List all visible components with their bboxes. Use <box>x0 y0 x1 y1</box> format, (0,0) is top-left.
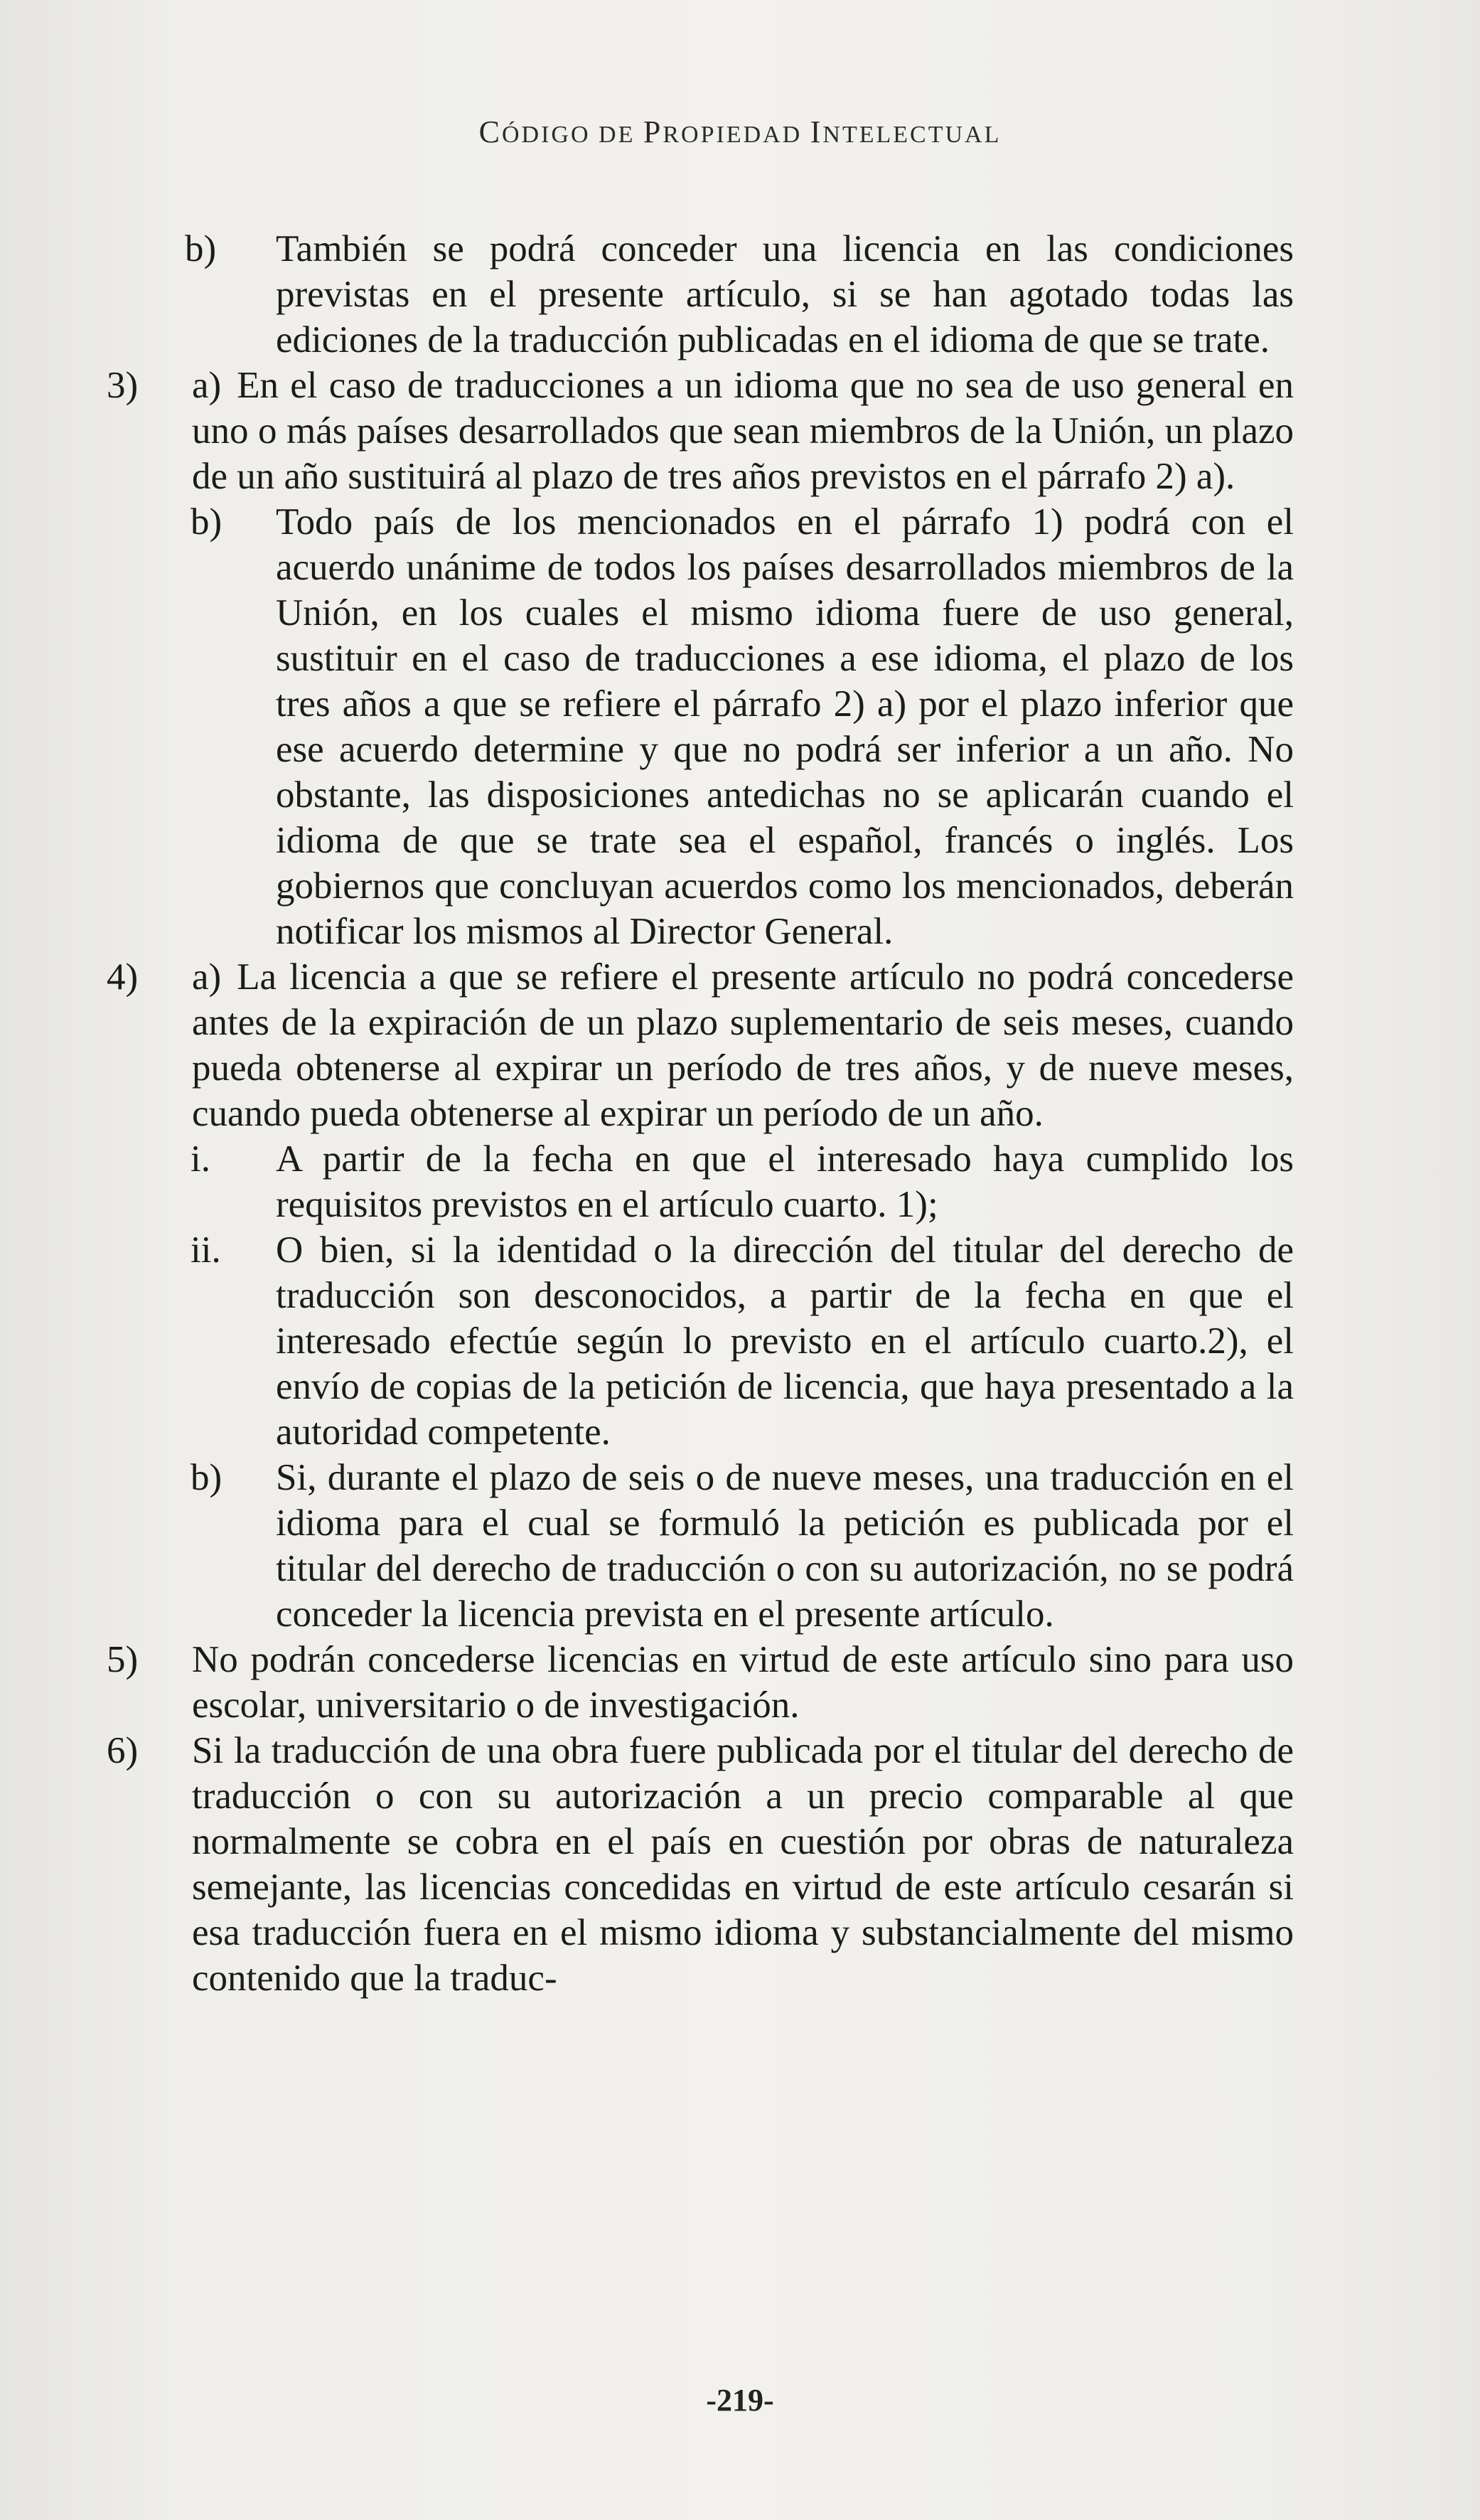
header-cap: P <box>643 114 663 149</box>
running-header <box>0 114 1480 150</box>
paragraph-4a <box>107 954 1294 1136</box>
paragraph-4b <box>107 1455 1294 1637</box>
item-marker: b) <box>191 1457 222 1498</box>
paragraph-3a <box>107 363 1294 499</box>
paragraph-text: También se podrá conceder una licencia en las condiciones previstas en el presente artículo, si se han agotado todas las ediciones de la traducción publicadas en el idioma de que se trate. <box>276 228 1294 361</box>
paragraph-text: La licencia a que se refiere el presente artículo no podrá concederse antes de la expiración de un plazo suplementario de seis meses, cuando pueda obtenerse al expirar un período de tres años, y de nueve meses, cuando pueda obtenerse al expirar un período de un año. <box>192 956 1294 1134</box>
paragraph-2b <box>107 226 1294 363</box>
paragraph-text: O bien, si la identidad o la dirección del titular del derecho de traducción son desconocidos, a partir de la fecha en que el interesado efectúe según lo previsto en el artículo cuarto.2), el envío de copias de la petición de licencia, que haya presentado a la autoridad competente. <box>276 1229 1294 1453</box>
header-smallcaps: ROPIEDAD <box>663 122 810 148</box>
page-body <box>107 226 1294 2001</box>
paragraph-text: Todo país de los mencionados en el párrafo 1) podrá con el acuerdo unánime de todos los países desarrollados miembros de la Unión, en los cuales el mismo idioma fuere de uso general, sustituir en el caso de traducciones a ese idioma, el plazo de los tres años a que se refiere el párrafo 2) a) por el plazo inferior que ese acuerdo determine y que no podrá ser inferior a un año. No obstante, las disposiciones antedichas no se aplicarán cuando el idioma de que se trate sea el español, francés o inglés. Los gobiernos que concluyan acuerdos como los mencionados, deberán notificar los mismos al Director General. <box>276 501 1294 952</box>
header-smallcaps: ÓDIGO DE <box>502 122 643 148</box>
section-number: 5) <box>107 1639 139 1680</box>
paragraph-6 <box>107 1728 1294 2001</box>
section-number: 4) <box>107 956 139 998</box>
item-marker: a) <box>192 956 222 998</box>
paragraph-3b <box>107 499 1294 954</box>
paragraph-text: No podrán concederse licencias en virtud de este artículo sino para uso escolar, universitario o de investigación. <box>192 1639 1294 1726</box>
header-smallcaps: NTELECTUAL <box>822 122 1002 148</box>
paragraph-5 <box>107 1637 1294 1728</box>
item-marker: a) <box>192 365 222 406</box>
header-cap: I <box>810 114 823 149</box>
page-number: -219- <box>706 2383 774 2418</box>
header-cap: C <box>478 114 502 149</box>
paragraph-4a-i <box>107 1136 1294 1227</box>
paragraph-4a-ii <box>107 1227 1294 1455</box>
section-number: 3) <box>107 365 139 406</box>
item-marker: ii. <box>191 1229 221 1271</box>
item-marker: b) <box>185 228 217 269</box>
section-number: 6) <box>107 1730 139 1771</box>
paragraph-text: A partir de la fecha en que el interesado haya cumplido los requisitos previstos en el artículo cuarto. 1); <box>276 1138 1294 1225</box>
item-marker: i. <box>191 1138 210 1180</box>
paragraph-text: Si la traducción de una obra fuere publicada por el titular del derecho de traducción o con su autorización a un precio comparable al que normalmente se cobra en el país en cuestión por obras de naturaleza semejante, las licencias concedidas en virtud de este artículo cesarán si esa traducción fuera en el mismo idioma y substancialmente del mismo contenido que la traduc- <box>192 1730 1294 1999</box>
item-marker: b) <box>191 501 222 543</box>
paragraph-text: Si, durante el plazo de seis o de nueve meses, una traducción en el idioma para el cual se formuló la petición es publicada por el titular del derecho de traducción o con su autorización, no se podrá conceder la licencia prevista en el presente artículo. <box>276 1457 1294 1635</box>
paragraph-text: En el caso de traducciones a un idioma que no sea de uso general en uno o más países desarrollados que sean miembros de la Unión, un plazo de un año sustituirá al plazo de tres años previstos en el párrafo 2) a). <box>192 365 1294 497</box>
